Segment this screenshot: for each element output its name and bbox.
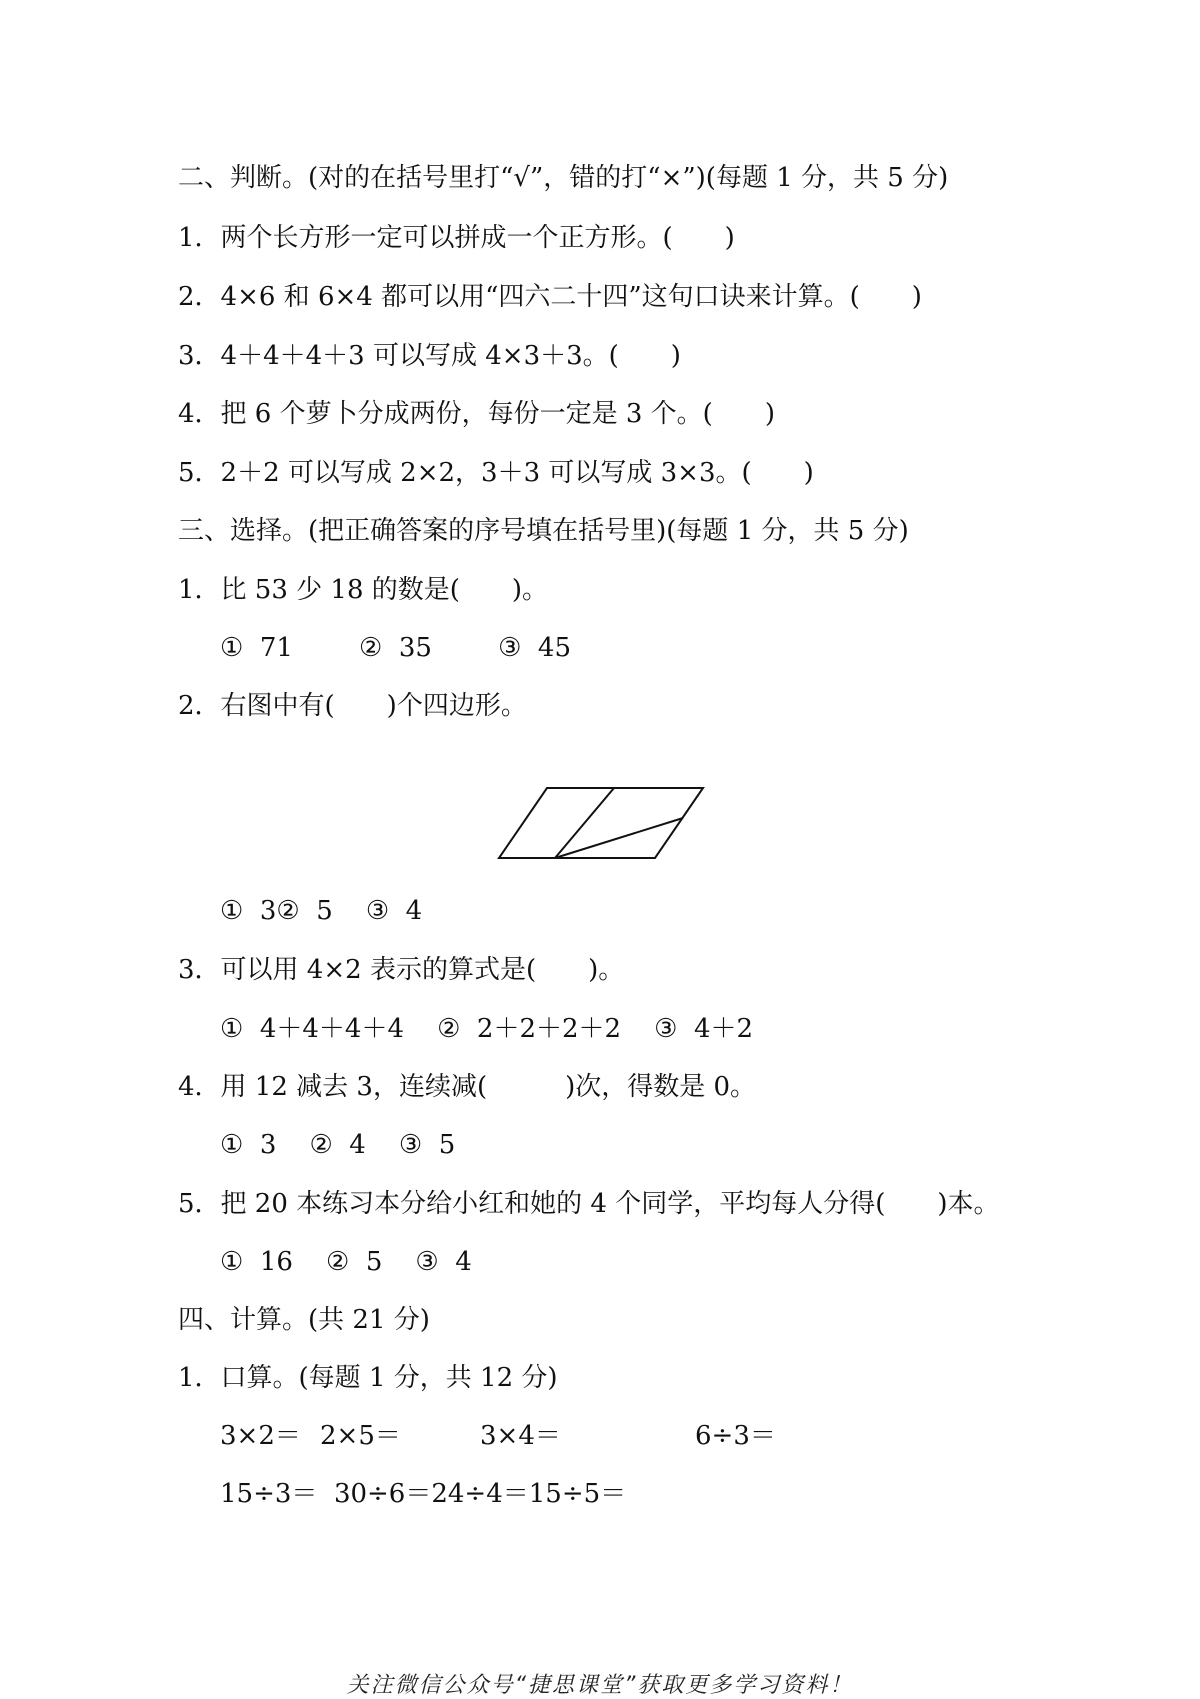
choice-question-4: 4．用 12 减去 3，连续减( )次，得数是 0。 bbox=[178, 1072, 757, 1102]
section4-heading: 四、计算。(共 21 分) bbox=[178, 1305, 430, 1335]
choice-question-2: 2．右图中有( )个四边形。 bbox=[178, 691, 527, 721]
judge-item-2: 2．4×6 和 6×4 都可以用“四六二十四”这句口诀来计算。( ) bbox=[178, 282, 922, 312]
oral-calc-title: 1．口算。(每题 1 分，共 12 分) bbox=[178, 1363, 558, 1393]
calc-item-3: 3×4＝ bbox=[480, 1421, 561, 1451]
calc-item-4: 6÷3＝ bbox=[695, 1421, 776, 1451]
judge-item-1: 1．两个长方形一定可以拼成一个正方形。( ) bbox=[178, 223, 735, 253]
choice-options-1: ① 71 ② 35 ③ 45 bbox=[220, 633, 571, 663]
section2-heading: 二、判断。(对的在括号里打“√”，错的打“×”)(每题 1 分，共 5 分) bbox=[178, 163, 949, 193]
footer-note: 关注微信公众号“捷思课堂”获取更多学习资料！ bbox=[346, 1673, 854, 1698]
calc-item-2: 2×5＝ bbox=[320, 1421, 401, 1451]
divider-line-diagonal bbox=[555, 818, 683, 858]
judge-item-3: 3．4＋4＋4＋3 可以写成 4×3＋3。( ) bbox=[178, 341, 681, 371]
choice-options-4: ① 3 ② 4 ③ 5 bbox=[220, 1130, 456, 1160]
calc-row-2: 15÷3＝ 30÷6＝24÷4＝15÷5＝ bbox=[220, 1479, 627, 1509]
judge-item-5: 5．2＋2 可以写成 2×2，3＋3 可以写成 3×3。( ) bbox=[178, 458, 814, 488]
judge-item-4: 4．把 6 个萝卜分成两份，每份一定是 3 个。( ) bbox=[178, 399, 775, 429]
choice-options-2: ① 3② 5 ③ 4 bbox=[220, 896, 423, 926]
parallelogram-figure bbox=[497, 786, 707, 860]
choice-question-3: 3．可以用 4×2 表示的算式是( )。 bbox=[178, 955, 625, 985]
parallelogram-outline bbox=[499, 788, 703, 858]
choice-options-5: ① 16 ② 5 ③ 4 bbox=[220, 1247, 472, 1277]
divider-line-vertical bbox=[555, 788, 614, 858]
choice-question-1: 1．比 53 少 18 的数是( )。 bbox=[178, 575, 549, 605]
calc-item-1: 3×2＝ bbox=[220, 1421, 301, 1451]
choice-options-3: ① 4＋4＋4＋4 ② 2＋2＋2＋2 ③ 4＋2 bbox=[220, 1014, 754, 1044]
choice-question-5: 5．把 20 本练习本分给小红和她的 4 个同学，平均每人分得( )本。 bbox=[178, 1189, 1000, 1219]
section3-heading: 三、选择。(把正确答案的序号填在括号里)(每题 1 分，共 5 分) bbox=[178, 516, 909, 546]
